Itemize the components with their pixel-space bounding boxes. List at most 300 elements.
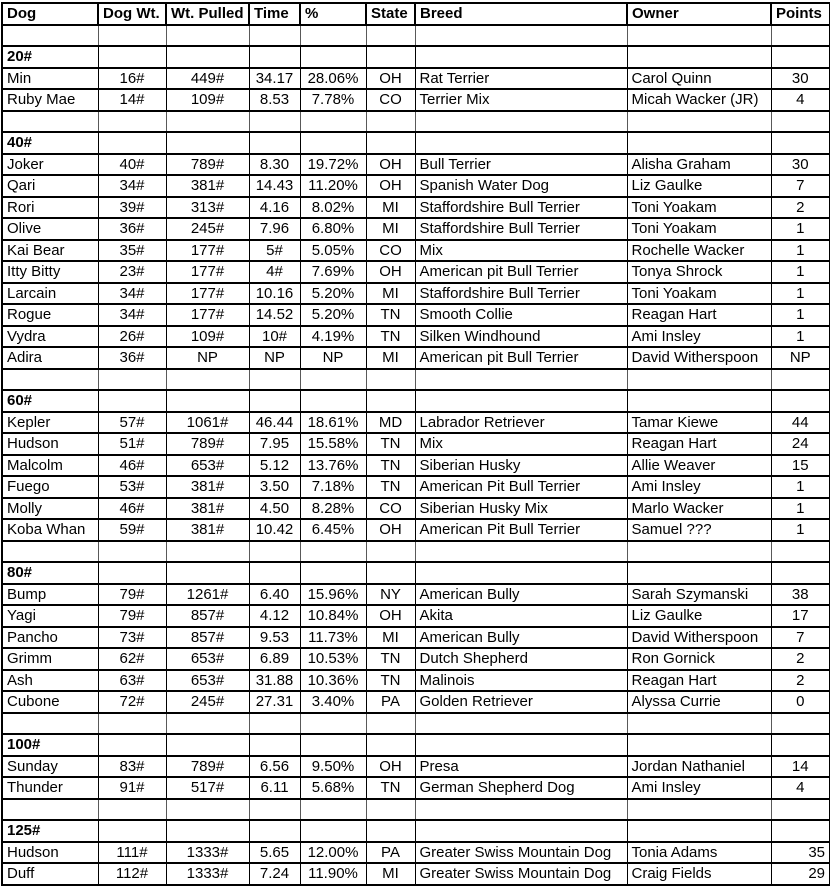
cell-state: TN <box>366 476 415 498</box>
cell-wt_pulled: 313# <box>166 197 249 219</box>
cell-state: OH <box>366 68 415 90</box>
cell-dog_wt: 79# <box>98 605 166 627</box>
section-empty-cell-wt_pulled <box>166 734 249 756</box>
table-row <box>2 261 830 283</box>
cell-owner: Marlo Wacker <box>627 498 771 520</box>
cell-owner: Toni Yoakam <box>627 218 771 240</box>
table-row <box>2 756 830 778</box>
cell-breed: American Bully <box>415 627 627 649</box>
cell-state: OH <box>366 605 415 627</box>
spacer-cell-points <box>771 713 830 735</box>
cell-pct: 5.20% <box>300 304 366 326</box>
cell-points: 1 <box>771 476 830 498</box>
cell-dog: Fuego <box>2 476 98 498</box>
cell-owner: Alyssa Currie <box>627 691 771 713</box>
cell-time: 4# <box>249 261 300 283</box>
section-header-row <box>2 562 830 584</box>
cell-points: 15 <box>771 455 830 477</box>
cell-time: 8.53 <box>249 89 300 111</box>
cell-points: NP <box>771 347 830 369</box>
column-header-breed: Breed <box>415 3 627 25</box>
cell-state: TN <box>366 670 415 692</box>
cell-time: 6.89 <box>249 648 300 670</box>
cell-points: 7 <box>771 175 830 197</box>
cell-breed: Siberian Husky <box>415 455 627 477</box>
cell-time: 4.50 <box>249 498 300 520</box>
cell-breed: Spanish Water Dog <box>415 175 627 197</box>
cell-breed: Staffordshire Bull Terrier <box>415 218 627 240</box>
cell-wt_pulled: 381# <box>166 476 249 498</box>
cell-state: TN <box>366 455 415 477</box>
spacer-cell-points <box>771 369 830 391</box>
cell-breed: Terrier Mix <box>415 89 627 111</box>
section-empty-cell-state <box>366 734 415 756</box>
cell-state: PA <box>366 691 415 713</box>
section-empty-cell-points <box>771 734 830 756</box>
spacer-cell-dog <box>2 369 98 391</box>
cell-state: OH <box>366 519 415 541</box>
section-empty-cell-dog_wt <box>98 734 166 756</box>
cell-wt_pulled: 245# <box>166 691 249 713</box>
spacer-cell-owner <box>627 369 771 391</box>
cell-breed: Mix <box>415 240 627 262</box>
section-empty-cell-wt_pulled <box>166 132 249 154</box>
section-header-row <box>2 820 830 842</box>
section-empty-cell-pct <box>300 562 366 584</box>
cell-state: TN <box>366 433 415 455</box>
table-row <box>2 326 830 348</box>
cell-wt_pulled: 381# <box>166 175 249 197</box>
spacer-cell-breed <box>415 111 627 133</box>
section-empty-cell-dog_wt <box>98 132 166 154</box>
cell-dog_wt: 72# <box>98 691 166 713</box>
cell-state: MD <box>366 412 415 434</box>
spacer-row <box>2 713 830 735</box>
section-empty-cell-pct <box>300 132 366 154</box>
cell-pct: 9.50% <box>300 756 366 778</box>
section-empty-cell-pct <box>300 390 366 412</box>
table-row <box>2 154 830 176</box>
cell-pct: 5.68% <box>300 777 366 799</box>
table-row <box>2 476 830 498</box>
cell-owner: Allie Weaver <box>627 455 771 477</box>
spacer-cell-dog_wt <box>98 25 166 47</box>
cell-pct: 18.61% <box>300 412 366 434</box>
cell-state: NY <box>366 584 415 606</box>
section-empty-cell-time <box>249 390 300 412</box>
table-row <box>2 240 830 262</box>
cell-dog: Pancho <box>2 627 98 649</box>
table-row <box>2 433 830 455</box>
cell-time: 7.95 <box>249 433 300 455</box>
spacer-cell-pct <box>300 369 366 391</box>
cell-breed: American Pit Bull Terrier <box>415 519 627 541</box>
spacer-cell-state <box>366 369 415 391</box>
cell-dog: Rori <box>2 197 98 219</box>
section-header-row <box>2 734 830 756</box>
cell-state: MI <box>366 347 415 369</box>
cell-breed: Akita <box>415 605 627 627</box>
cell-dog: Kai Bear <box>2 240 98 262</box>
cell-points: 1 <box>771 261 830 283</box>
cell-pct: 8.02% <box>300 197 366 219</box>
spacer-cell-owner <box>627 541 771 563</box>
section-label: 80# <box>2 562 98 584</box>
spacer-cell-dog <box>2 799 98 821</box>
table-row <box>2 670 830 692</box>
table-row <box>2 627 830 649</box>
section-empty-cell-state <box>366 562 415 584</box>
section-empty-cell-state <box>366 820 415 842</box>
spacer-cell-breed <box>415 541 627 563</box>
cell-owner: Liz Gaulke <box>627 605 771 627</box>
spacer-cell-wt_pulled <box>166 713 249 735</box>
section-empty-cell-time <box>249 562 300 584</box>
cell-breed: Mix <box>415 433 627 455</box>
cell-points: 1 <box>771 283 830 305</box>
cell-breed: American pit Bull Terrier <box>415 347 627 369</box>
section-empty-cell-state <box>366 132 415 154</box>
cell-owner: Ami Insley <box>627 777 771 799</box>
cell-dog_wt: 26# <box>98 326 166 348</box>
cell-time: 8.30 <box>249 154 300 176</box>
cell-state: TN <box>366 304 415 326</box>
cell-time: NP <box>249 347 300 369</box>
table-row <box>2 89 830 111</box>
section-empty-cell-time <box>249 132 300 154</box>
cell-owner: Tamar Kiewe <box>627 412 771 434</box>
cell-owner: Tonia Adams <box>627 842 771 864</box>
table-row <box>2 68 830 90</box>
cell-time: 4.16 <box>249 197 300 219</box>
cell-points: 4 <box>771 777 830 799</box>
section-empty-cell-pct <box>300 46 366 68</box>
cell-state: OH <box>366 756 415 778</box>
column-header-pct: % <box>300 3 366 25</box>
cell-dog: Itty Bitty <box>2 261 98 283</box>
table-row <box>2 605 830 627</box>
cell-dog_wt: 111# <box>98 842 166 864</box>
cell-dog: Joker <box>2 154 98 176</box>
cell-points: 1 <box>771 304 830 326</box>
section-empty-cell-breed <box>415 734 627 756</box>
cell-state: MI <box>366 218 415 240</box>
cell-wt_pulled: 1061# <box>166 412 249 434</box>
column-header-dog: Dog <box>2 3 98 25</box>
cell-time: 5# <box>249 240 300 262</box>
cell-state: MI <box>366 863 415 885</box>
cell-wt_pulled: 109# <box>166 89 249 111</box>
section-header-row <box>2 46 830 68</box>
section-empty-cell-owner <box>627 820 771 842</box>
cell-points: 2 <box>771 670 830 692</box>
spacer-cell-pct <box>300 799 366 821</box>
cell-pct: 7.78% <box>300 89 366 111</box>
section-empty-cell-owner <box>627 390 771 412</box>
cell-wt_pulled: 381# <box>166 519 249 541</box>
cell-breed: Siberian Husky Mix <box>415 498 627 520</box>
spacer-cell-owner <box>627 111 771 133</box>
section-empty-cell-state <box>366 390 415 412</box>
cell-dog_wt: 14# <box>98 89 166 111</box>
cell-dog: Grimm <box>2 648 98 670</box>
cell-dog: Olive <box>2 218 98 240</box>
cell-points: 1 <box>771 326 830 348</box>
cell-dog_wt: 57# <box>98 412 166 434</box>
cell-time: 46.44 <box>249 412 300 434</box>
cell-dog_wt: 34# <box>98 175 166 197</box>
cell-time: 5.12 <box>249 455 300 477</box>
cell-breed: American Bully <box>415 584 627 606</box>
section-label: 20# <box>2 46 98 68</box>
cell-dog_wt: 39# <box>98 197 166 219</box>
cell-time: 5.65 <box>249 842 300 864</box>
results-table <box>1 2 830 886</box>
cell-owner: Ami Insley <box>627 326 771 348</box>
section-header-row <box>2 132 830 154</box>
table-row <box>2 412 830 434</box>
table-row <box>2 777 830 799</box>
table-row <box>2 691 830 713</box>
cell-wt_pulled: 177# <box>166 304 249 326</box>
cell-wt_pulled: 789# <box>166 433 249 455</box>
cell-state: MI <box>366 197 415 219</box>
cell-breed: Malinois <box>415 670 627 692</box>
cell-points: 0 <box>771 691 830 713</box>
section-empty-cell-wt_pulled <box>166 820 249 842</box>
spacer-cell-dog <box>2 541 98 563</box>
spacer-cell-dog_wt <box>98 799 166 821</box>
spacer-cell-owner <box>627 799 771 821</box>
cell-points: 1 <box>771 240 830 262</box>
table-row <box>2 175 830 197</box>
cell-dog: Cubone <box>2 691 98 713</box>
cell-state: TN <box>366 777 415 799</box>
cell-dog: Hudson <box>2 842 98 864</box>
cell-pct: 15.96% <box>300 584 366 606</box>
cell-time: 6.11 <box>249 777 300 799</box>
cell-dog: Bump <box>2 584 98 606</box>
cell-breed: Labrador Retriever <box>415 412 627 434</box>
cell-owner: Ami Insley <box>627 476 771 498</box>
cell-pct: 10.36% <box>300 670 366 692</box>
cell-owner: Reagan Hart <box>627 433 771 455</box>
spacer-cell-wt_pulled <box>166 369 249 391</box>
cell-time: 31.88 <box>249 670 300 692</box>
cell-points: 17 <box>771 605 830 627</box>
cell-pct: 6.45% <box>300 519 366 541</box>
column-header-wt_pulled: Wt. Pulled <box>166 3 249 25</box>
cell-dog_wt: 46# <box>98 455 166 477</box>
cell-state: CO <box>366 498 415 520</box>
cell-pct: 7.18% <box>300 476 366 498</box>
cell-state: CO <box>366 240 415 262</box>
cell-dog_wt: 16# <box>98 68 166 90</box>
section-empty-cell-time <box>249 734 300 756</box>
column-header-time: Time <box>249 3 300 25</box>
cell-points: 14 <box>771 756 830 778</box>
spacer-cell-state <box>366 111 415 133</box>
cell-pct: 5.20% <box>300 283 366 305</box>
cell-dog: Rogue <box>2 304 98 326</box>
cell-points: 1 <box>771 498 830 520</box>
column-header-points: Points <box>771 3 830 25</box>
cell-dog_wt: 59# <box>98 519 166 541</box>
section-empty-cell-breed <box>415 46 627 68</box>
cell-dog_wt: 63# <box>98 670 166 692</box>
cell-points: 24 <box>771 433 830 455</box>
table-row <box>2 519 830 541</box>
cell-dog_wt: 83# <box>98 756 166 778</box>
cell-dog: Hudson <box>2 433 98 455</box>
section-empty-cell-time <box>249 820 300 842</box>
spacer-row <box>2 799 830 821</box>
cell-dog: Molly <box>2 498 98 520</box>
cell-breed: Staffordshire Bull Terrier <box>415 197 627 219</box>
cell-dog: Ash <box>2 670 98 692</box>
section-empty-cell-breed <box>415 820 627 842</box>
cell-pct: 5.05% <box>300 240 366 262</box>
cell-dog: Thunder <box>2 777 98 799</box>
cell-state: OH <box>366 175 415 197</box>
cell-owner: Micah Wacker (JR) <box>627 89 771 111</box>
cell-owner: Jordan Nathaniel <box>627 756 771 778</box>
cell-points: 2 <box>771 197 830 219</box>
section-empty-cell-dog_wt <box>98 820 166 842</box>
cell-wt_pulled: 789# <box>166 154 249 176</box>
section-empty-cell-state <box>366 46 415 68</box>
cell-wt_pulled: 857# <box>166 605 249 627</box>
spacer-cell-wt_pulled <box>166 799 249 821</box>
table-row <box>2 584 830 606</box>
cell-dog: Adira <box>2 347 98 369</box>
spacer-cell-state <box>366 25 415 47</box>
spacer-cell-points <box>771 799 830 821</box>
cell-wt_pulled: 1261# <box>166 584 249 606</box>
cell-pct: 15.58% <box>300 433 366 455</box>
spacer-cell-dog <box>2 111 98 133</box>
cell-time: 4.12 <box>249 605 300 627</box>
cell-dog: Vydra <box>2 326 98 348</box>
cell-dog_wt: 34# <box>98 304 166 326</box>
cell-points: 44 <box>771 412 830 434</box>
spacer-cell-state <box>366 799 415 821</box>
section-empty-cell-owner <box>627 734 771 756</box>
spacer-cell-time <box>249 369 300 391</box>
cell-breed: Greater Swiss Mountain Dog <box>415 863 627 885</box>
section-label: 40# <box>2 132 98 154</box>
cell-wt_pulled: 109# <box>166 326 249 348</box>
cell-state: MI <box>366 627 415 649</box>
cell-owner: David Witherspoon <box>627 347 771 369</box>
spacer-cell-dog <box>2 25 98 47</box>
cell-state: CO <box>366 89 415 111</box>
spacer-cell-time <box>249 111 300 133</box>
cell-points: 1 <box>771 218 830 240</box>
spacer-cell-pct <box>300 25 366 47</box>
cell-wt_pulled: 517# <box>166 777 249 799</box>
cell-wt_pulled: 177# <box>166 261 249 283</box>
cell-pct: 10.84% <box>300 605 366 627</box>
spacer-cell-pct <box>300 111 366 133</box>
cell-wt_pulled: NP <box>166 347 249 369</box>
section-empty-cell-points <box>771 562 830 584</box>
table-row <box>2 304 830 326</box>
column-header-owner: Owner <box>627 3 771 25</box>
cell-time: 34.17 <box>249 68 300 90</box>
spacer-cell-state <box>366 541 415 563</box>
cell-time: 3.50 <box>249 476 300 498</box>
column-header-dog_wt: Dog Wt. <box>98 3 166 25</box>
cell-dog_wt: 51# <box>98 433 166 455</box>
section-empty-cell-time <box>249 46 300 68</box>
column-header-state: State <box>366 3 415 25</box>
cell-dog: Min <box>2 68 98 90</box>
cell-dog_wt: 23# <box>98 261 166 283</box>
cell-points: 35 <box>771 842 830 864</box>
results-table-body <box>2 25 830 885</box>
cell-time: 7.96 <box>249 218 300 240</box>
section-empty-cell-dog_wt <box>98 390 166 412</box>
cell-owner: Rochelle Wacker <box>627 240 771 262</box>
spacer-cell-pct <box>300 713 366 735</box>
cell-points: 30 <box>771 68 830 90</box>
cell-breed: Rat Terrier <box>415 68 627 90</box>
cell-dog_wt: 73# <box>98 627 166 649</box>
cell-dog: Malcolm <box>2 455 98 477</box>
cell-dog: Yagi <box>2 605 98 627</box>
cell-owner: Toni Yoakam <box>627 197 771 219</box>
cell-state: TN <box>366 326 415 348</box>
cell-wt_pulled: 1333# <box>166 863 249 885</box>
cell-dog: Kepler <box>2 412 98 434</box>
cell-state: OH <box>366 261 415 283</box>
section-empty-cell-owner <box>627 132 771 154</box>
section-empty-cell-breed <box>415 390 627 412</box>
cell-pct: 4.19% <box>300 326 366 348</box>
cell-pct: 13.76% <box>300 455 366 477</box>
cell-dog_wt: 62# <box>98 648 166 670</box>
spacer-row <box>2 111 830 133</box>
spacer-cell-time <box>249 541 300 563</box>
cell-dog: Sunday <box>2 756 98 778</box>
spacer-cell-points <box>771 541 830 563</box>
cell-dog_wt: 36# <box>98 347 166 369</box>
cell-owner: Sarah Szymanski <box>627 584 771 606</box>
spacer-cell-owner <box>627 713 771 735</box>
cell-pct: 28.06% <box>300 68 366 90</box>
cell-state: OH <box>366 154 415 176</box>
cell-pct: 3.40% <box>300 691 366 713</box>
spacer-cell-owner <box>627 25 771 47</box>
spacer-cell-time <box>249 799 300 821</box>
section-empty-cell-owner <box>627 562 771 584</box>
cell-pct: 11.20% <box>300 175 366 197</box>
spacer-cell-breed <box>415 369 627 391</box>
cell-wt_pulled: 177# <box>166 240 249 262</box>
cell-wt_pulled: 381# <box>166 498 249 520</box>
section-label: 60# <box>2 390 98 412</box>
cell-pct: 19.72% <box>300 154 366 176</box>
cell-wt_pulled: 449# <box>166 68 249 90</box>
table-row <box>2 842 830 864</box>
section-empty-cell-breed <box>415 562 627 584</box>
cell-state: TN <box>366 648 415 670</box>
cell-owner: Ron Gornick <box>627 648 771 670</box>
spacer-cell-pct <box>300 541 366 563</box>
cell-pct: 7.69% <box>300 261 366 283</box>
section-empty-cell-wt_pulled <box>166 46 249 68</box>
